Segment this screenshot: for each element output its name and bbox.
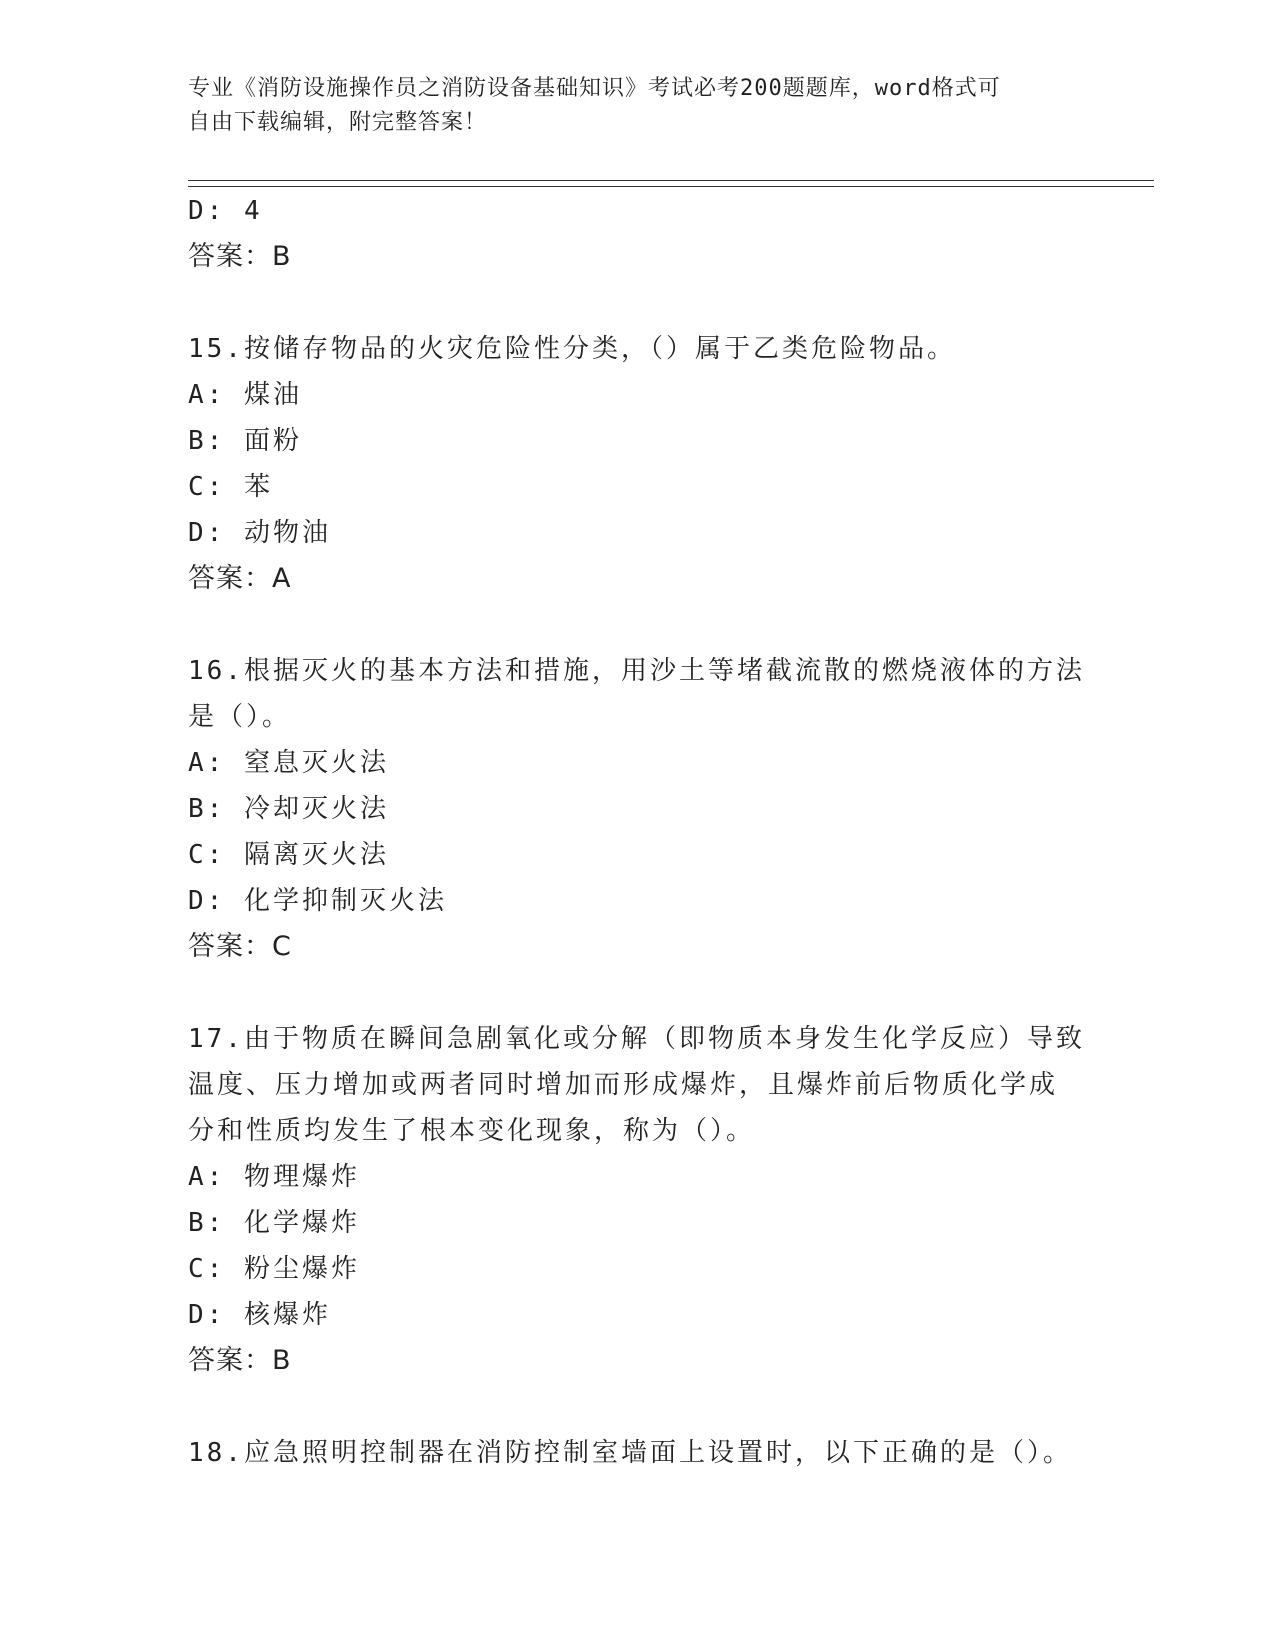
option-b: B: 化学爆炸: [188, 1208, 360, 1238]
option-d: D: 核爆炸: [188, 1300, 331, 1330]
answer-line: 答案：B: [188, 241, 292, 272]
option-a: A: 物理爆炸: [188, 1162, 360, 1192]
header-divider: [188, 180, 1154, 187]
answer-line: 答案：A: [188, 563, 292, 594]
question-stem: 18.应急照明控制器在消防控制室墙面上设置时，以下正确的是（）。: [188, 1438, 1072, 1468]
document-header: [188, 72, 1088, 140]
option-b: B: 冷却灭火法: [188, 794, 389, 824]
option-b: B: 面粉: [188, 426, 302, 456]
option-d: D: 化学抑制灭火法: [188, 886, 447, 916]
option-c: C: 隔离灭火法: [188, 840, 389, 870]
option-c: C: 苯: [188, 472, 273, 502]
question-17: [188, 1016, 1088, 1384]
answer-line: 答案：B: [188, 1345, 292, 1376]
option-a: A: 窒息灭火法: [188, 748, 389, 778]
option-c: C: 粉尘爆炸: [188, 1254, 360, 1284]
question-stem-line-3: 分和性质均发生了根本变化现象，称为（）。: [188, 1116, 756, 1146]
question-content: [188, 188, 1088, 1476]
answer-line: 答案：C: [188, 931, 292, 962]
option-d: D: 动物油: [188, 518, 331, 548]
header-line-1: 专业《消防设施操作员之消防设备基础知识》考试必考200题题库，word格式可: [188, 76, 1001, 101]
question-stem-line-1: 16.根据灭火的基本方法和措施，用沙土等堵截流散的燃烧液体的方法: [188, 656, 1085, 686]
header-line-2: 自由下载编辑，附完整答案！: [188, 110, 488, 135]
question-15: [188, 326, 1088, 602]
question-stem-line-2: 是（）。: [188, 702, 292, 732]
previous-question-tail: [188, 188, 1088, 280]
question-stem-line-2: 温度、压力增加或两者同时增加而形成爆炸，且爆炸前后物质化学成: [188, 1070, 1059, 1100]
option-d: D: 4: [188, 196, 263, 226]
question-18: [188, 1430, 1088, 1476]
question-16: [188, 648, 1088, 970]
option-a: A: 煤油: [188, 380, 302, 410]
question-stem-line-1: 17.由于物质在瞬间急剧氧化或分解（即物质本身发生化学反应）导致: [188, 1024, 1085, 1054]
question-stem: 15.按储存物品的火灾危险性分类，（）属于乙类危险物品。: [188, 334, 956, 364]
